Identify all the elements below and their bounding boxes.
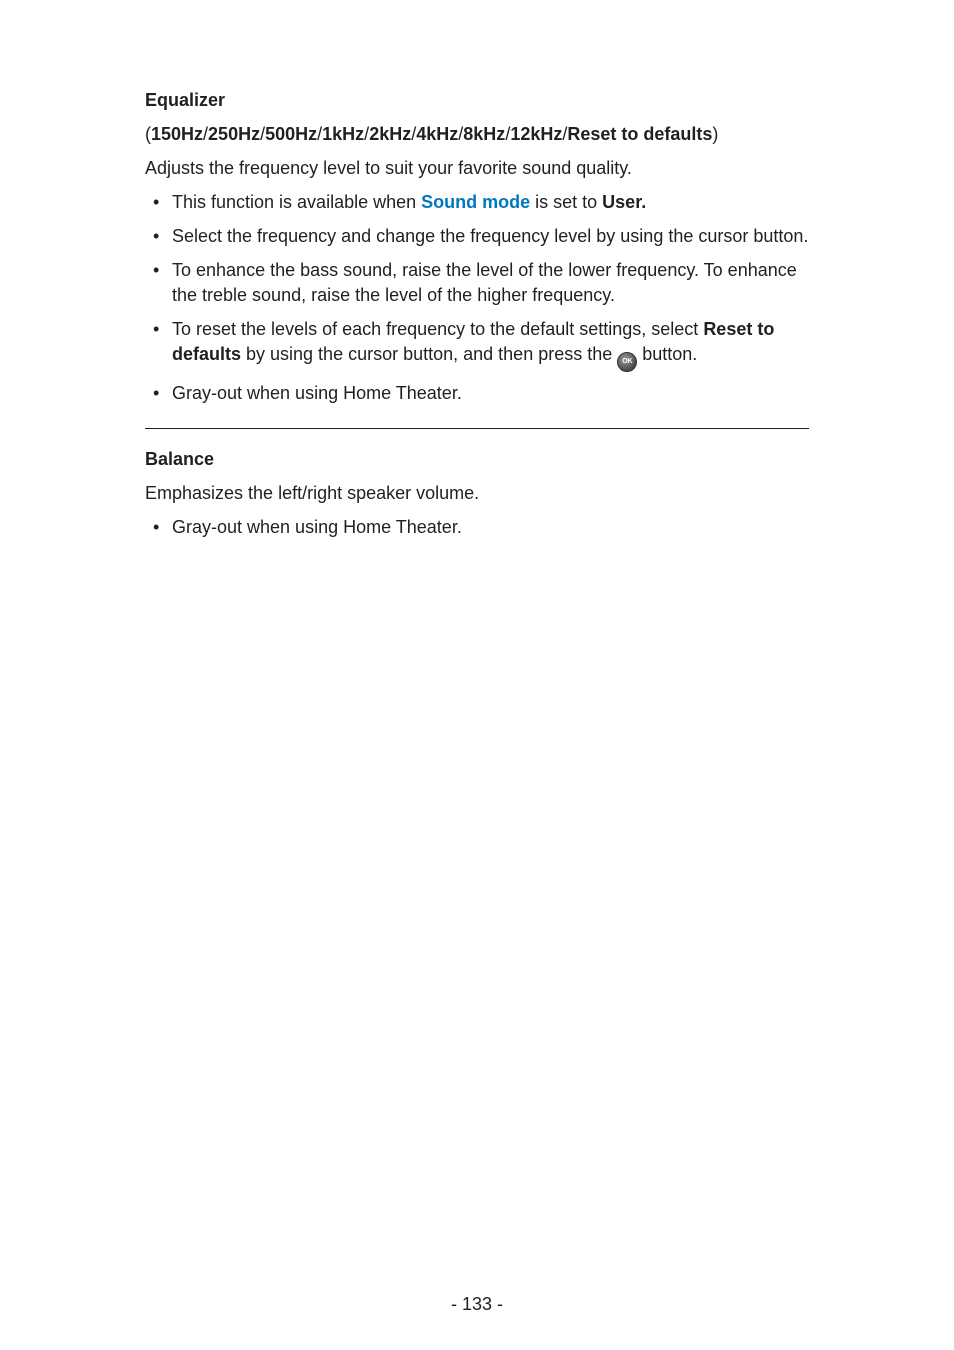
section-divider — [145, 428, 809, 429]
equalizer-description: Adjusts the frequency level to suit your favorite sound quality. — [145, 158, 632, 178]
sound-mode-link[interactable]: Sound mode — [421, 192, 531, 212]
separator: / — [562, 124, 568, 144]
option-4khz: 4kHz — [416, 124, 459, 144]
list-item: • Gray-out when using Home Theater. — [145, 381, 809, 406]
option-reset-to-defaults: Reset to defaults — [567, 124, 713, 144]
list-item — [145, 317, 809, 372]
note-text: is set to — [530, 192, 603, 212]
option-2khz: 2kHz — [369, 124, 412, 144]
note-text: button. — [637, 344, 698, 364]
list-item — [145, 190, 809, 215]
reset-to-defaults-label: Reset to defaults — [172, 319, 775, 364]
separator: / — [260, 124, 266, 144]
page-content — [145, 88, 809, 549]
note-text: To reset the levels of each frequency to the default settings, select — [172, 319, 704, 339]
equalizer-notes — [145, 190, 809, 406]
separator: / — [317, 124, 323, 144]
note-text: by using the cursor button, and then press the — [241, 344, 618, 364]
equalizer-options — [145, 122, 809, 146]
list-item: • Gray-out when using Home Theater. — [145, 515, 809, 540]
separator: / — [203, 124, 209, 144]
option-1khz: 1kHz — [322, 124, 365, 144]
user-value: User. — [602, 192, 647, 212]
separator: / — [505, 124, 511, 144]
separator: / — [411, 124, 417, 144]
option-8khz: 8kHz — [463, 124, 506, 144]
balance-description: Emphasizes the left/right speaker volume. — [145, 483, 480, 503]
option-150hz: 150Hz — [151, 124, 204, 144]
note-text: This function is available when — [172, 192, 422, 212]
balance-notes — [145, 515, 809, 540]
option-12khz: 12kHz — [510, 124, 563, 144]
equalizer-heading: Equalizer — [145, 90, 226, 110]
list-item: • Select the frequency and change the frequency level by using the cursor button. — [145, 224, 809, 249]
list-item: • To enhance the bass sound, raise the level of the lower frequency. To enhance the treble sound, raise the level of the higher frequency. — [145, 258, 809, 308]
option-500hz: 500Hz — [265, 124, 318, 144]
page-number: - 133 - — [450, 1294, 504, 1314]
paren-close: ) — [712, 124, 719, 144]
separator: / — [364, 124, 370, 144]
paren-open: ( — [145, 124, 151, 144]
separator: / — [458, 124, 464, 144]
balance-heading: Balance — [145, 449, 215, 469]
option-250hz: 250Hz — [208, 124, 261, 144]
ok-button-icon: OK — [617, 352, 637, 372]
